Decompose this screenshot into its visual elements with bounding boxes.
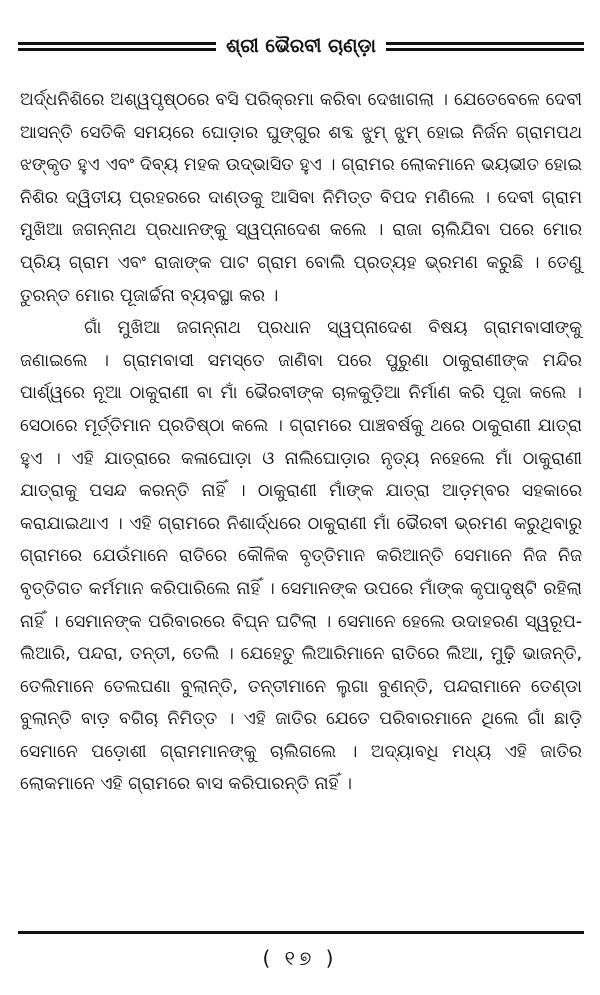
header-rule-line <box>386 42 584 45</box>
page-number: ( ୧୭ ) <box>262 946 338 970</box>
paragraph-2: ଗାଁ ମୁଖିଆ ଜଗନ୍ନାଥ ପ୍ରଧାନ ସ୍ୱପ୍ନାଦେଶ ବିଷୟ ଗ୍ରାମବାସୀଙ୍କୁ ଜଣାଇଲେ । ଗ୍ରାମବାସୀ ସମସ୍ତେ ଜାଣିବା ପରେ ପୁରୁଣା ଠାକୁରାଣୀଙ୍କ ମନ୍ଦିର ପାର୍ଶ୍ୱରେ ନୂଆ ଠାକୁରାଣୀ ବା ମାଁ ଭୈରବୀଙ୍କ ଚାଳକୁଡ଼ିଆ ନିର୍ମାଣ କରି ପୂଜା କଲେ । ସେଠାରେ ମୂର୍ତ୍ତିମାନ ପ୍ରତିଷ୍ଠା କଲେ । ଗ୍ରାମରେ ପାଞ୍ଚବର୍ଷକୁ ଥରେ ଠାକୁରାଣୀ ଯାତ୍ରା ହୁଏ । ଏହି ଯାତ୍ରାରେ କଳାଘୋଡ଼ା ଓ ନାଲିଘୋଡ଼ାର ନୃତ୍ୟ ନହେଲେ ମାଁ ଠାକୁରାଣୀ ଯାତ୍ରାକୁ ପସନ୍ଦ କରନ୍ତି ନାହିଁ । ଠାକୁରାଣୀ ମାଁଙ୍କ ଯାତ୍ରା ଆଡ଼ମ୍ବର ସହକାରେ କରାଯାଇଥାଏ । ଏହି ଗ୍ରାମରେ ନିଶାର୍ଦ୍ଧରେ ଠାକୁରାଣୀ ମାଁ ଭୈରବୀ ଭ୍ରମଣ କରୁଥିବାରୁ ଗ୍ରାମରେ ଯେଉଁମାନେ ରାତିରେ କୌଳିକ ବୃତ୍ତିମାନ କରିଆନ୍ତି ସେମାନେ ନିଜ ନିଜ ବୃତ୍ତିଗତ କର୍ମମାନ କରିପାରିଲେ ନାହିଁ । ସେମାନଙ୍କ ଉପରେ ମାଁଙ୍କ କୃପାଦୃଷ୍ଟି ରହିଲା ନାହିଁ । ସେମାନଙ୍କ ପରିବାରରେ ବିଘ୍ନ ଘଟିଲା । ସେମାନେ ହେଲେ ଉଦାହରଣ ସ୍ୱରୂପ- ଲିଆରି, ପନ୍ଦରା, ତନ୍ତୀ, ତେଲି । ଯେହେତୁ ଲିଆରିମାନେ ରାତିରେ ଲିଆ, ମୁଢ଼ି ଭାଜନ୍ତି, ତେଲିମାନେ ତେଲଘଣା ବୁଲାନ୍ତି, ତନ୍ତୀମାନେ ଲୁଗା ବୁଣନ୍ତି, ପନ୍ଦରାମାନେ ତେଣ୍ଡା ବୁଲାନ୍ତି ବାଡ଼ ବଗିଚା ନିମିତ୍ତ । ଏହି ଜାତିର ଯେତେ ପରିବାରମାନେ ଥିଲେ ଗାଁ ଛାଡ଼ି ସେମାନେ ପଡ଼ୋଶୀ ଗ୍ରାମମାନଙ୍କୁ ଚାଲିଗଲେ । ଅଦ୍ୟାବଧି ମଧ୍ୟ ଏହି ଜାତିର ଲୋକମାନେ ଏହି ଗ୍ରାମରେ ବାସ କରିପାରନ୍ତି ନାହିଁ । <box>20 318 582 795</box>
paragraph-1: ଅର୍ଦ୍ଧନିଶିରେ ଅଶ୍ୱପୃଷ୍ଠରେ ବସି ପରିକ୍ରମା କରିବା ଦେଖାଗଲା । ଯେତେବେଳେ ଦେବୀ ଆସନ୍ତି ସେତିକି ସମୟରେ ଘୋଡ଼ାର ଘୁଙ୍ଗୁର ଶବ୍ଦ ଝୁମ୍ ଝୁମ୍ ହୋଇ ନିର୍ଜନ ଗ୍ରାମପଥ ଝଙ୍କୃତ ହୁଏ ଏବଂ ଦିବ୍ୟ ମହକ ଉଦ୍ଭାସିତ ହୁଏ । ଗ୍ରାମର ଲୋକମାନେ ଭୟଭୀତ ହୋଇ ନିଶିର ଦ୍ୱିତୀୟ ପ୍ରହରରେ ଦାଣ୍ଡକୁ ଆସିବା ନିମିତ୍ତ ବିପଦ ମଣିଲେ । ଦେବୀ ଗ୍ରାମ ମୁଖିଆ ଜଗନ୍ନାଥ ପ୍ରଧାନଙ୍କୁ ସ୍ୱପ୍ନାଦେଶ କଲେ । ରାଜା ଚାଲିଯିବା ପରେ ମୋର ପ୍ରିୟ ଗ୍ରାମ ଏବଂ ରାଜାଙ୍କ ପାଟ ଗ୍ରାମ ବୋଲି ପ୍ରତ୍ୟହ ଭ୍ରମଣ କରୁଛି । ତେଣୁ ତୁରନ୍ତ ମୋର ପୂଜାର୍ଚ୍ଚନା ବ୍ୟବସ୍ଥା କର । <box>20 90 582 306</box>
header-rule-line <box>18 48 216 51</box>
header-rule-line <box>386 48 584 51</box>
header-rule-right <box>386 42 584 51</box>
header-rule-left <box>18 42 216 51</box>
header-rule-line <box>18 42 216 45</box>
page-header <box>18 28 584 64</box>
body-text <box>20 84 582 801</box>
footer-rule <box>18 931 584 934</box>
running-title: ଶ୍ରୀ ଭୈରବୀ ଚାଣ୍ଡ଼ା <box>226 35 376 57</box>
